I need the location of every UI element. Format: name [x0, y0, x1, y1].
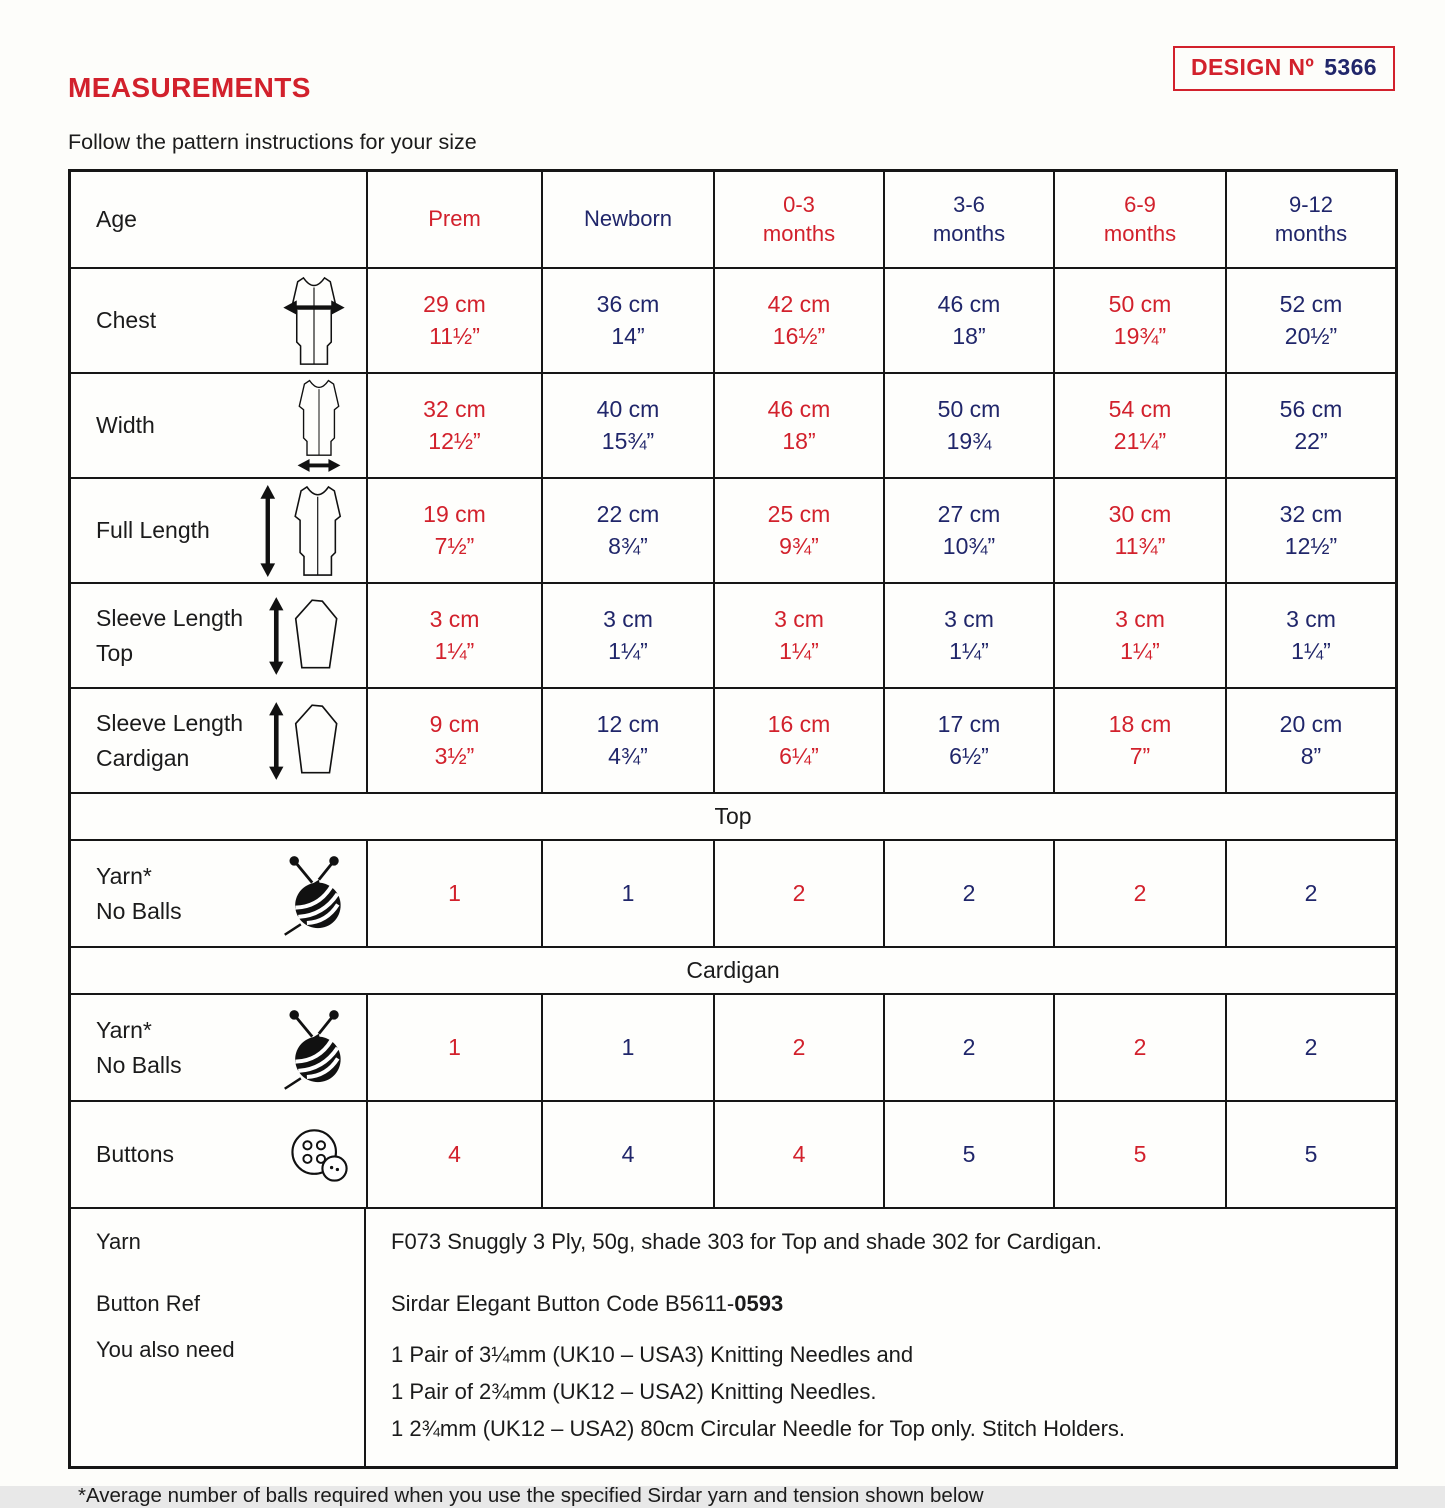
table-row-yarn-cardigan [71, 993, 1395, 1100]
col-header-3-6 [883, 172, 1053, 267]
value-cell [541, 1102, 713, 1207]
info-labels-column [71, 1209, 366, 1466]
value-cm: 18 cm [1108, 711, 1172, 737]
value-cell [713, 995, 883, 1100]
table-row-sleeve-length-cardigan [71, 687, 1395, 792]
yarn-ball-needles-icon [280, 852, 352, 936]
value-inch: 14” [611, 323, 645, 349]
yarn-balls-value: 2 [792, 1034, 806, 1060]
value-cell [1225, 1102, 1395, 1207]
value-cell [883, 584, 1053, 687]
col-header-prem [366, 172, 541, 267]
yarn-balls-value: 1 [621, 880, 635, 906]
design-number-box [1173, 46, 1395, 91]
value-cm: 3 cm [1286, 606, 1336, 632]
value-cm: 30 cm [1108, 501, 1172, 527]
value-inch: 12½” [428, 428, 481, 454]
value-cm: 29 cm [423, 291, 486, 317]
table-row-yarn-top [71, 839, 1395, 946]
section-band-top [71, 792, 1395, 839]
value-cm: 46 cm [767, 396, 831, 422]
yarn-balls-value: 2 [1133, 880, 1147, 906]
value-cell [713, 584, 883, 687]
value-inch: 1¼” [1120, 638, 1160, 664]
row-label: Yarn* [96, 1017, 152, 1043]
value-cell [1053, 269, 1225, 372]
value-cell [541, 995, 713, 1100]
value-cm: 3 cm [429, 606, 480, 632]
button-ref-label: Button Ref [96, 1291, 200, 1316]
value-inch: 19¾ [946, 428, 992, 454]
value-cell [883, 995, 1053, 1100]
value-cm: 25 cm [767, 501, 831, 527]
value-cell [366, 1102, 541, 1207]
row-label: Sleeve Length [96, 710, 244, 736]
value-cell [883, 269, 1053, 372]
value-inch: 19¾” [1113, 323, 1167, 349]
value-inch: 1¼” [608, 638, 648, 664]
row-label-cell [71, 995, 366, 1100]
value-inch: 6½” [949, 743, 989, 769]
value-inch: 18” [952, 323, 986, 349]
page-title: MEASUREMENTS [68, 72, 311, 103]
value-cm: 42 cm [767, 291, 831, 317]
value-cm: 50 cm [937, 396, 1001, 422]
value-cm: 19 cm [423, 501, 486, 527]
also-need-line: 1 Pair of 3¼mm (UK10 – USA3) Knitting Needles and [391, 1342, 914, 1367]
col-label: 0-3 [783, 191, 815, 217]
col-label: months [932, 220, 1006, 246]
value-cell [1053, 995, 1225, 1100]
value-cell [883, 689, 1053, 792]
value-cell [713, 269, 883, 372]
also-need-line: 1 2¾mm (UK12 – USA2) 80cm Circular Needle for Top only. Stitch Holders. [391, 1415, 1126, 1441]
value-cm: 17 cm [937, 711, 1001, 737]
yarn-balls-value: 1 [448, 1034, 461, 1060]
col-label: months [1103, 220, 1177, 246]
value-cell [713, 479, 883, 582]
value-inch: 22” [1294, 428, 1328, 454]
yarn-balls-value: 2 [1304, 880, 1318, 906]
value-inch: 4¾” [608, 743, 648, 769]
value-cm: 54 cm [1108, 396, 1172, 422]
row-label: Sleeve Length [96, 605, 244, 631]
value-cm: 40 cm [596, 396, 660, 422]
table-row-chest [71, 267, 1395, 372]
value-inch: 8¾” [608, 533, 648, 559]
row-label-cell [71, 689, 366, 792]
table-row-full-length [71, 477, 1395, 582]
measurements-table [68, 169, 1398, 1469]
band-label: Cardigan [686, 957, 780, 983]
row-label: No Balls [96, 897, 182, 924]
value-inch: 3½” [434, 743, 475, 769]
value-cell [883, 1102, 1053, 1207]
value-cell [1225, 841, 1395, 946]
also-need-label: You also need [96, 1337, 235, 1362]
also-need-line: 1 Pair of 2¾mm (UK12 – USA2) Knitting Needles. [391, 1378, 877, 1404]
yarn-balls-value: 2 [1133, 1034, 1147, 1060]
col-label: Newborn [583, 206, 673, 232]
value-inch: 11¾” [1114, 533, 1166, 559]
value-inch: 6¼” [779, 743, 819, 769]
row-label: Full Length [96, 517, 210, 544]
value-cell [1225, 479, 1395, 582]
value-cell [713, 374, 883, 477]
buttons-value: 5 [1304, 1141, 1318, 1167]
value-cell [366, 689, 541, 792]
table-row-width [71, 372, 1395, 477]
value-cell [1225, 584, 1395, 687]
value-cm: 22 cm [596, 501, 660, 527]
col-header-0-3 [713, 172, 883, 267]
value-inch: 1¼” [779, 638, 819, 664]
row-label-cell [71, 841, 366, 946]
value-cm: 56 cm [1279, 396, 1343, 422]
yarn-balls-value: 1 [448, 880, 461, 906]
row-label: Yarn* [96, 863, 152, 889]
age-label: Age [96, 206, 137, 232]
yarn-balls-value: 2 [962, 1034, 976, 1060]
value-inch: 11½” [429, 323, 480, 349]
section-band-cardigan [71, 946, 1395, 993]
table-header-row [71, 172, 1395, 267]
design-label: DESIGN Nº [1191, 54, 1315, 80]
sleeve-length-arrow-icon [264, 700, 352, 782]
design-number: 5366 [1324, 54, 1377, 80]
yarn-info-label: Yarn [96, 1229, 141, 1254]
buttons-value: 4 [448, 1141, 461, 1167]
value-cell [541, 374, 713, 477]
col-header-9-12 [1225, 172, 1395, 267]
value-cm: 52 cm [1279, 291, 1343, 317]
value-cm: 9 cm [429, 711, 480, 737]
footnote: *Average number of balls required when you use the specified Sirdar yarn and tension shown below [78, 1483, 984, 1507]
value-cm: 32 cm [423, 396, 486, 422]
yarn-info-text: F073 Snuggly 3 Ply, 50g, shade 303 for Top and shade 302 for Cardigan. [391, 1229, 1103, 1254]
sleeve-length-arrow-icon [264, 595, 352, 677]
value-cell [366, 269, 541, 372]
row-label: Width [96, 412, 155, 439]
cardigan-hem-width-arrow-icon [286, 378, 352, 474]
value-inch: 16½” [772, 323, 826, 349]
value-inch: 18” [782, 428, 816, 454]
value-cell [541, 689, 713, 792]
value-inch: 15¾” [601, 428, 655, 454]
table-row-buttons [71, 1100, 1395, 1207]
yarn-balls-value: 2 [1304, 1034, 1318, 1060]
buttons-value: 5 [1133, 1141, 1147, 1167]
value-cm: 3 cm [944, 606, 994, 632]
value-inch: 1¼” [949, 638, 989, 664]
col-label: Prem [428, 206, 481, 232]
value-inch: 1¼” [1291, 638, 1331, 664]
row-label-cell [71, 1102, 366, 1207]
value-cell [366, 479, 541, 582]
value-inch: 7½” [434, 533, 475, 559]
value-inch: 21¼” [1113, 428, 1167, 454]
row-label: Top [96, 639, 134, 666]
band-label: Top [714, 803, 752, 829]
value-cm: 16 cm [767, 711, 831, 737]
value-cm: 3 cm [774, 606, 824, 632]
value-cm: 46 cm [937, 291, 1001, 317]
value-inch: 8” [1300, 743, 1322, 769]
buttons-value: 4 [792, 1141, 806, 1167]
row-label: Buttons [96, 1141, 174, 1168]
value-cm: 27 cm [937, 501, 1001, 527]
value-cell [366, 995, 541, 1100]
value-cell [1225, 374, 1395, 477]
value-cell [883, 841, 1053, 946]
value-cm: 3 cm [603, 606, 653, 632]
info-body-column [366, 1209, 1395, 1466]
row-label: Chest [96, 307, 157, 334]
value-cell [366, 374, 541, 477]
yarn-balls-value: 2 [792, 880, 806, 906]
value-cell [1225, 269, 1395, 372]
button-ref-prefix: Sirdar Elegant Button Code B5611- [391, 1291, 735, 1316]
row-label: Cardigan [96, 744, 190, 771]
cardigan-full-length-arrow-icon [256, 484, 352, 578]
value-cell [1053, 374, 1225, 477]
buttons-value: 4 [621, 1141, 635, 1167]
value-cell [1225, 995, 1395, 1100]
col-label: months [1274, 220, 1348, 246]
value-cell [713, 689, 883, 792]
yarn-ball-needles-icon [280, 1006, 352, 1090]
value-cell [541, 841, 713, 946]
value-inch: 20½” [1284, 323, 1338, 349]
col-label: 6-9 [1124, 191, 1156, 217]
col-label: 3-6 [953, 191, 985, 217]
value-cm: 20 cm [1279, 711, 1343, 737]
yarn-balls-value: 2 [962, 880, 976, 906]
row-label-cell [71, 479, 366, 582]
col-label: months [762, 220, 836, 246]
col-header-newborn [541, 172, 713, 267]
value-cell [883, 374, 1053, 477]
age-header-cell [71, 172, 366, 267]
value-inch: 1¼” [434, 638, 475, 664]
row-label-cell [71, 269, 366, 372]
cardigan-chest-width-arrow-icon [276, 275, 352, 367]
value-cell [1053, 479, 1225, 582]
row-label: No Balls [96, 1051, 182, 1078]
buttons-icon [288, 1126, 352, 1184]
value-cell [883, 479, 1053, 582]
value-cell [713, 841, 883, 946]
col-header-6-9 [1053, 172, 1225, 267]
value-cell [713, 1102, 883, 1207]
row-label-cell [71, 584, 366, 687]
value-cell [366, 584, 541, 687]
value-cell [1225, 689, 1395, 792]
page-subtitle: Follow the pattern instructions for your size [68, 130, 477, 154]
value-inch: 7” [1129, 743, 1151, 769]
value-cell [541, 269, 713, 372]
row-label-cell [71, 374, 366, 477]
value-cell [1053, 584, 1225, 687]
value-cell [541, 479, 713, 582]
yarn-info-section [71, 1207, 1395, 1466]
value-cell [1053, 689, 1225, 792]
value-cell [366, 841, 541, 946]
value-cell [541, 584, 713, 687]
value-cm: 12 cm [596, 711, 660, 737]
value-cm: 50 cm [1108, 291, 1172, 317]
value-cell [1053, 1102, 1225, 1207]
value-inch: 10¾” [942, 533, 996, 559]
value-cm: 3 cm [1115, 606, 1165, 632]
value-cm: 32 cm [1279, 501, 1343, 527]
button-ref-code: 0593 [734, 1291, 784, 1316]
yarn-balls-value: 1 [621, 1034, 635, 1060]
value-inch: 12½” [1284, 533, 1338, 559]
value-cell [1053, 841, 1225, 946]
table-row-sleeve-length-top [71, 582, 1395, 687]
col-label: 9-12 [1288, 191, 1334, 217]
value-cm: 36 cm [596, 291, 660, 317]
buttons-value: 5 [962, 1141, 976, 1167]
value-inch: 9¾” [779, 533, 819, 559]
button-ref-text [391, 1291, 1385, 1317]
